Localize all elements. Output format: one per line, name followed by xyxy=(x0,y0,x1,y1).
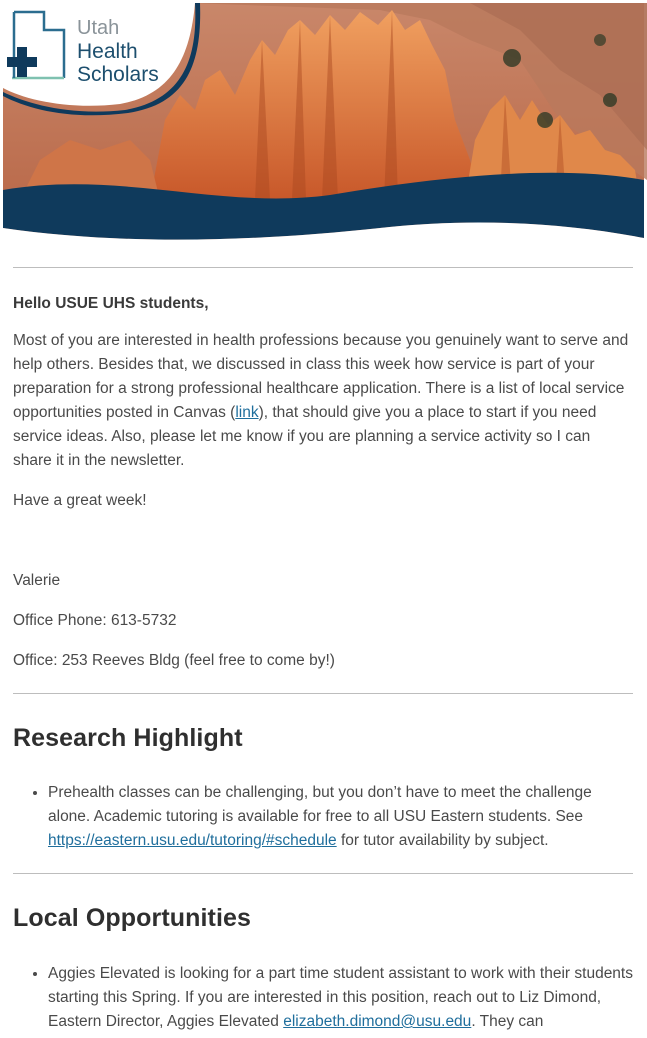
logo-health: Health xyxy=(77,40,138,63)
list-item xyxy=(48,781,633,853)
list-item xyxy=(48,962,633,1034)
research-item-text-end: for tutor availability by subject. xyxy=(336,832,549,849)
research-heading: Research Highlight xyxy=(13,724,243,752)
logo-utah: Utah xyxy=(77,17,120,39)
research-heading-wrap xyxy=(13,724,633,753)
closing-wrap xyxy=(13,489,633,513)
local-item-text-end: . They can xyxy=(471,1013,544,1030)
divider xyxy=(13,267,633,268)
local-list-wrap xyxy=(13,962,633,1034)
email-link[interactable]: elizabeth.dimond@usu.edu xyxy=(283,1013,472,1030)
phone-wrap xyxy=(13,609,633,633)
research-list-wrap xyxy=(13,781,633,853)
intro-section xyxy=(13,292,633,316)
signature-name: Valerie xyxy=(13,572,61,589)
local-list xyxy=(13,962,633,1034)
office-location: Office: 253 Reeves Bldg (feel free to come by!) xyxy=(13,652,335,669)
closing-text: Have a great week! xyxy=(13,492,147,509)
logo-scholars: Scholars xyxy=(77,63,159,86)
intro-paragraph-wrap xyxy=(13,329,633,473)
tutoring-link[interactable]: https://eastern.usu.edu/tutoring/#schedule xyxy=(48,832,337,849)
office-wrap xyxy=(13,649,633,673)
canvas-link[interactable]: link xyxy=(235,404,259,421)
local-heading: Local Opportunities xyxy=(13,904,252,932)
signature-wrap xyxy=(13,569,633,593)
intro-text-start: Most of you are interested in health professions because you genuinely want to serve and help others. Besides that, we discussed in class this week how service is part of your preparation for a strong professional healthcare application. There is a list of local service opportunities posted in Canvas ( xyxy=(13,332,629,421)
logo-text xyxy=(77,18,159,87)
local-item-text: Aggies Elevated is looking for a part time student assistant to work with their students starting this Spring. If you are interested in this position, reach out to Liz Dimond, Eastern Director, Aggies Elevated xyxy=(48,965,633,1030)
intro-text-end: ), that should give you a place to start if you need service ideas. Also, please let me know if you are planning a service activity so I can share it in the newsletter. xyxy=(13,404,597,469)
intro-paragraph xyxy=(13,329,633,473)
divider xyxy=(13,693,633,694)
divider xyxy=(13,873,633,874)
office-phone: Office Phone: 613-5732 xyxy=(13,612,177,629)
research-item-text: Prehealth classes can be challenging, but you don’t have to meet the challenge alone. Academic tutoring is available for free to all USU Eastern students. See xyxy=(48,784,592,825)
greeting: Hello USUE UHS students, xyxy=(13,295,209,312)
research-list xyxy=(13,781,633,853)
local-heading-wrap xyxy=(13,904,633,933)
header-banner xyxy=(0,0,647,250)
